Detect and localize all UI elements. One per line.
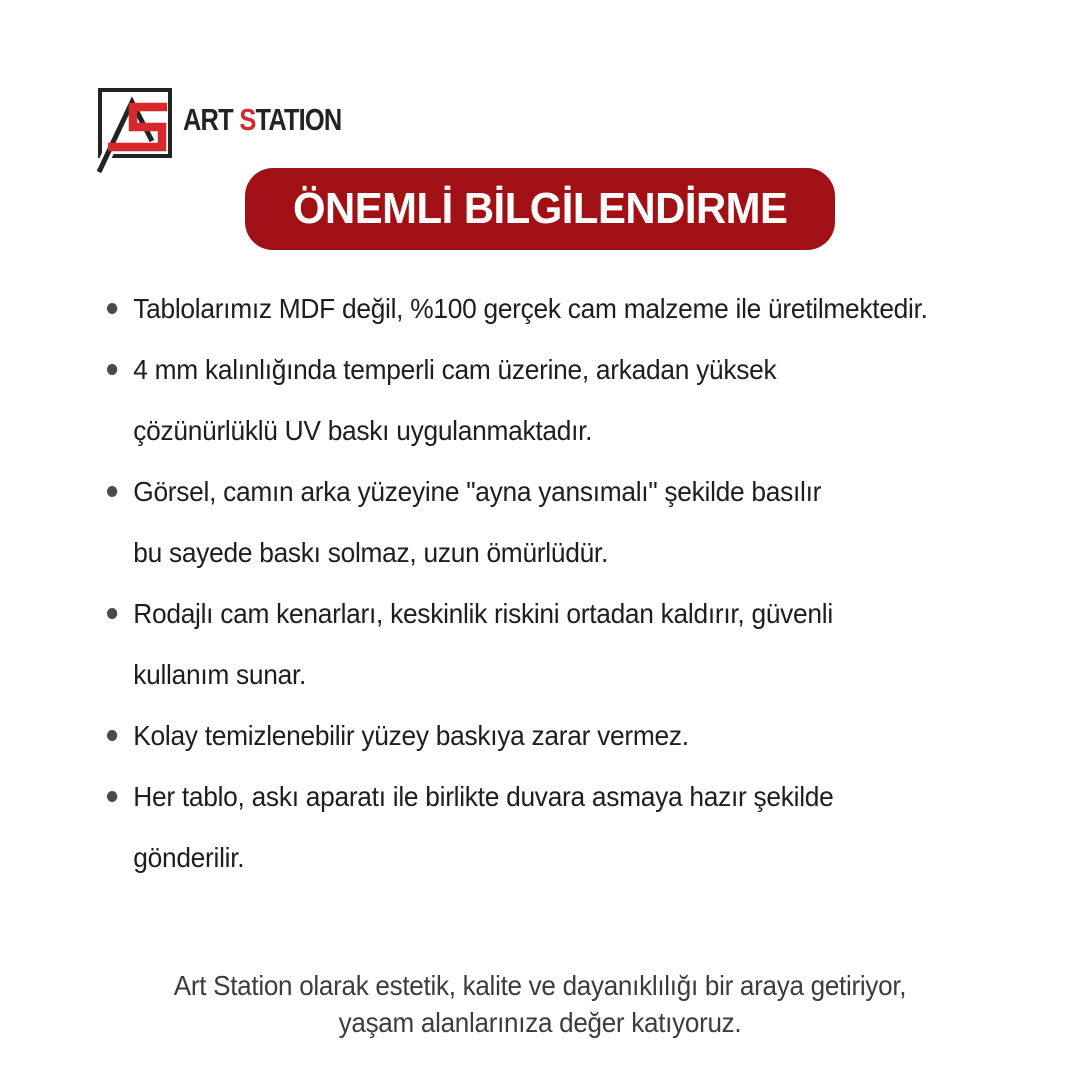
- bullet-line: Kolay temizlenebilir yüzey baskıya zarar vermez.: [133, 720, 689, 751]
- important-info-banner: [245, 168, 835, 250]
- bullet-text: [133, 705, 1008, 766]
- bullet-line: kullanım sunar.: [133, 659, 307, 690]
- banner-title: ÖNEMLİ BİLGİLENDİRME: [292, 184, 788, 233]
- bullet-line: bu sayede baskı solmaz, uzun ömürlüdür.: [133, 537, 608, 568]
- bullet-text: [133, 278, 1008, 339]
- bullet-line: Tablolarımız MDF değil, %100 gerçek cam malzeme ile üretilmektedir.: [133, 293, 928, 324]
- brand-wordmark-pre: ART: [183, 102, 233, 137]
- bullet-text: [133, 461, 1008, 583]
- bullet-line: Her tablo, askı aparatı ile birlikte duvara asmaya hazır şekilde: [133, 781, 834, 812]
- bullet-text: [133, 766, 1008, 888]
- bullet-text: [133, 339, 1008, 461]
- bullet-dot-icon: [107, 608, 117, 619]
- info-list: [106, 278, 1008, 888]
- bullet-line: 4 mm kalınlığında temperli cam üzerine, arkadan yüksek: [133, 354, 777, 385]
- list-item: [106, 705, 1008, 766]
- bullet-line: Görsel, camın arka yüzeyine "ayna yansımalı" şekilde basılır: [133, 476, 822, 507]
- list-item: [106, 278, 1008, 339]
- brand-wordmark-post: TATION: [255, 102, 342, 137]
- list-item: [106, 583, 1008, 705]
- bullet-dot-icon: [107, 730, 117, 741]
- footer-tagline: [38, 967, 1042, 1041]
- brand-wordmark-accent: S: [239, 102, 256, 137]
- bullet-line: gönderilir.: [133, 842, 245, 873]
- list-item: [106, 461, 1008, 583]
- brand-wordmark: [183, 103, 341, 137]
- bullet-text: [133, 583, 1008, 705]
- footer-line: Art Station olarak estetik, kalite ve dayanıklılığı bir araya getiriyor,: [173, 970, 907, 1001]
- list-item: [106, 766, 1008, 888]
- bullet-dot-icon: [107, 791, 117, 802]
- bullet-line: Rodajlı cam kenarları, keskinlik riskini ortadan kaldırır, güvenli: [133, 598, 833, 629]
- bullet-dot-icon: [107, 486, 117, 497]
- footer-line: yaşam alanlarınıza değer katıyoruz.: [338, 1007, 742, 1038]
- list-item: [106, 339, 1008, 461]
- bullet-line: çözünürlüklü UV baskı uygulanmaktadır.: [133, 415, 593, 446]
- art-station-monogram-icon: [95, 85, 179, 177]
- bullet-dot-icon: [107, 303, 117, 314]
- bullet-dot-icon: [107, 364, 117, 375]
